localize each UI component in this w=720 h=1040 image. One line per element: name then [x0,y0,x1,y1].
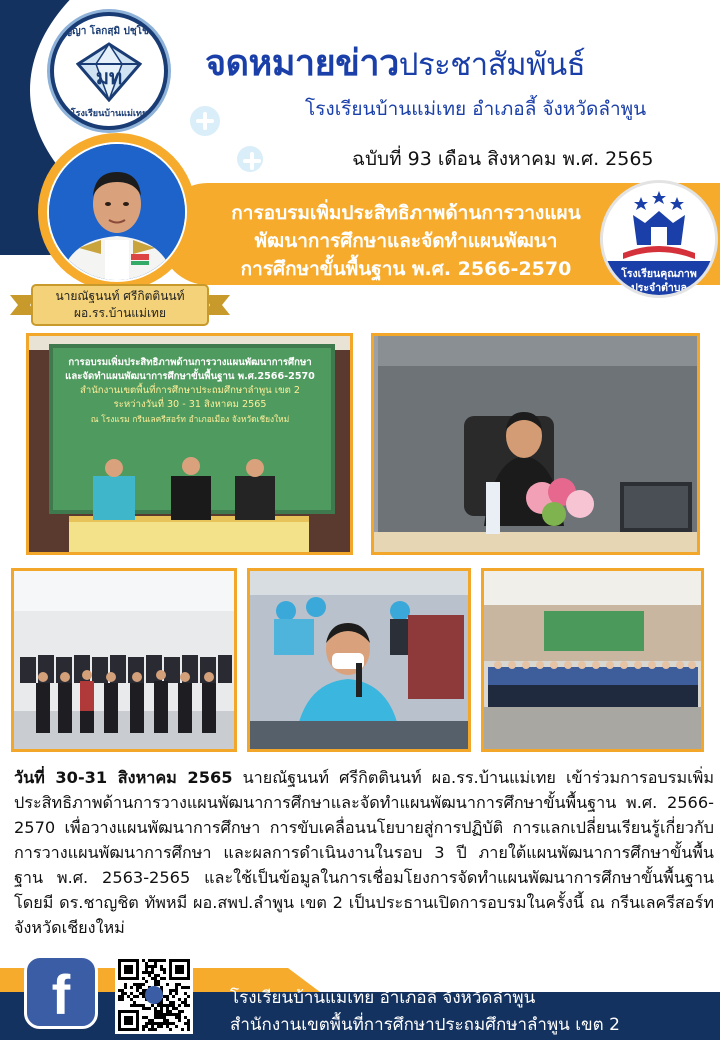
medical-cross-icon [237,146,263,172]
qr-code[interactable] [115,956,193,1034]
logo-initials: มท [95,65,123,89]
photo-group-hall [481,568,704,752]
screen-line-3: สำนักงานเขตพื้นที่การศึกษาประถมศึกษาลำพูน เขต 2 [79,385,301,396]
footer-office-name: สำนักงานเขตพื้นที่การศึกษาประถมศึกษาลำพูน เขต 2 [230,1015,620,1035]
badge-line-2: ประจำตำบล [631,282,687,294]
director-portrait [38,133,196,291]
medical-cross-icon [190,106,220,136]
footer-school-address: โรงเรียนบ้านแม่เทย อำเภอลี้ จังหวัดลำพูน [230,988,536,1008]
screen-line-5: ณ โรงแรม กรีนเลครีสอร์ท อำเภอเมือง จังหวัดเชียงใหม่ [90,414,290,424]
photo-seminar-stage [26,333,353,555]
photo-group-standing [11,568,237,752]
article-text: นายณัฐนนท์ ศรีกิตตินนท์ ผอ.รร.บ้านแม่เทย เข้าร่วมการอบรมเพิ่มประสิทธิภาพด้านการวางแผนพัฒนาการศึกษาและจัดทำแผนพัฒนาการศึกษาขั้นพื้นฐาน พ.ศ. 2566-2570 เพื่อวางแผนพัฒนาการศึกษา การขับเคลื่อนนโยบายสู่การปฏิบัติ การแลกเปลี่ยนเรียนรู้เกี่ยวกับการวางแผนพัฒนาการศึกษา และผลการดำเนินงานในรอบ 3 ปี ภายใต้แผนพัฒนาการศึกษาขั้นพื้นฐาน พ.ศ. 2563-2565 และใช้เป็นข้อมูลในการเชื่อมโยงการจัดทำแผนพัฒนาการศึกษาขั้นพื้นฐาน โดยมี ดร.ชาญชิต ทัพหมี ผอ.สพป.ลำพูน เขต 2 เป็นประธานเปิดการอบรมในครั้งนี้ ณ กรีนเลครีสอร์ท จังหวัดเชียงใหม่ [14,768,714,937]
article-date: วันที่ 30-31 สิงหาคม 2565 [14,768,233,787]
facebook-icon[interactable]: f [24,955,98,1029]
photo-director-speaking [371,333,700,555]
title-part-1: จดหมายข่าว [205,43,399,84]
issue-number: ฉบับที่ 93 เดือน สิงหาคม พ.ศ. 2565 [352,148,654,170]
badge-line-1: โรงเรียนคุณภาพ [621,268,697,280]
school-logo [50,12,168,130]
director-position: ผอ.รร.บ้านแม่เทย [73,306,166,320]
diamond-emblem-icon [76,42,142,102]
article-body [14,765,714,940]
director-photo [49,144,185,280]
headline-line-1: การอบรมเพิ่มประสิทธิภาพด้านการวางแผน [231,202,581,224]
screen-line-2: และจัดทำแผนพัฒนาการศึกษาขั้นพื้นฐาน พ.ศ.2566-2570 [65,371,315,382]
director-name: นายณัฐนนท์ ศรีกิตตินนท์ [55,289,185,303]
newsletter-title [205,34,585,91]
headline-line-2: พัฒนาการศึกษาและจัดทำแผนพัฒนา [254,230,558,252]
headline-line-3: การศึกษาขั้นพื้นฐาน พ.ศ. 2566-2570 [240,258,572,280]
logo-school-name: โรงเรียนบ้านแม่เทย [70,109,148,119]
logo-motto: ปัญญา โลกสฺมิ ปชฺโชโต [57,26,161,37]
title-part-2: ประชาสัมพันธ์ [398,47,586,83]
screen-line-4: ระหว่างวันที่ 30 - 31 สิงหาคม 2565 [113,399,267,410]
photo-participant-mic [247,568,471,752]
school-subtitle: โรงเรียนบ้านแม่เทย อำเภอลี้ จังหวัดลำพูน [305,98,647,120]
quality-school-badge [600,180,718,298]
screen-line-1: การอบรมเพิ่มประสิทธิภาพด้านการวางแผนพัฒนาการศึกษา [68,357,312,368]
qr-code-icon [118,959,190,1031]
